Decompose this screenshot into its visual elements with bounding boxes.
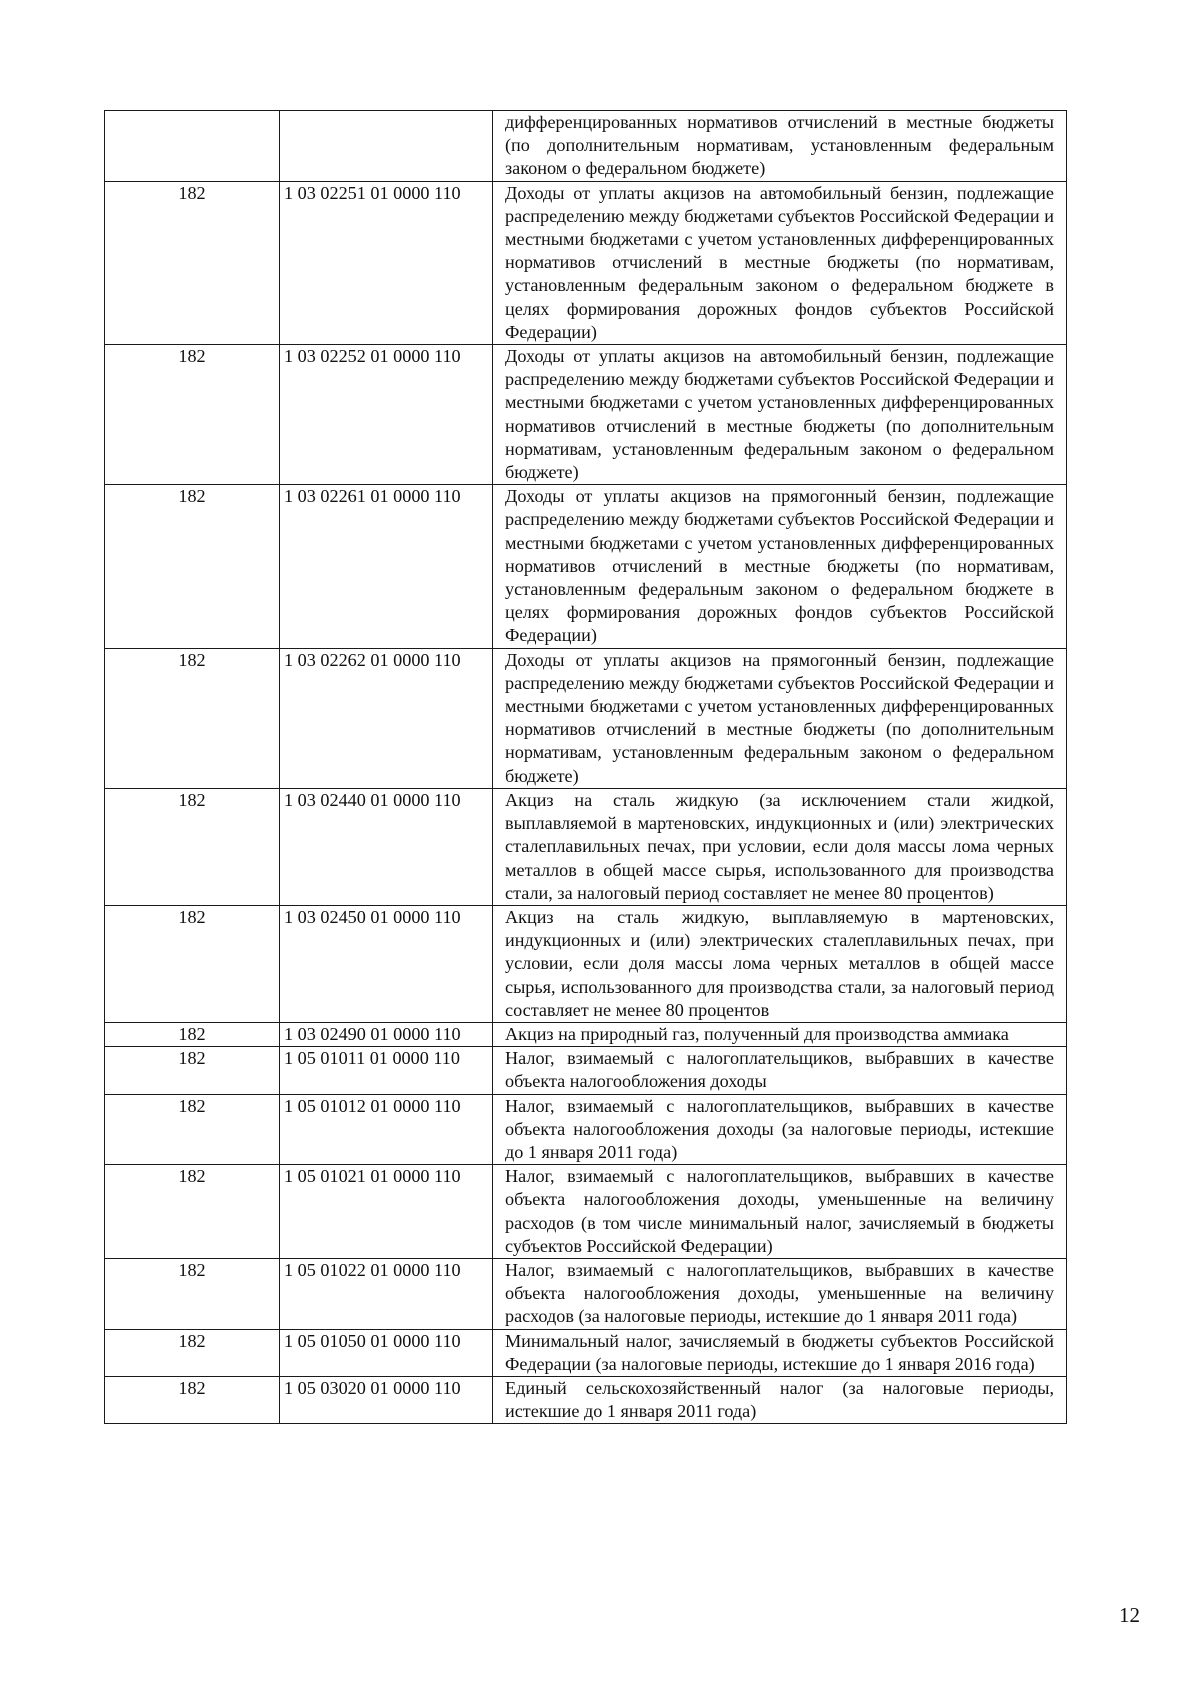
admin-code-cell: 182 [105,905,280,1022]
table-row [105,485,1067,648]
admin-code-cell: 182 [105,648,280,788]
admin-code-cell: 182 [105,1022,280,1046]
revenue-name-cell: Акциз на сталь жидкую (за исключением стали жидкой, выплавляемой в мартеновских, индукционных и (или) электрических сталеплавильных печах, при условии, если доля массы лома черных металлов в общей массе сырья, использованного для производства стали, за налоговый период составляет не менее 80 процентов) [493,788,1067,905]
admin-code-cell: 182 [105,1047,280,1094]
revenue-name-cell: Налог, взимаемый с налогоплательщиков, выбравших в качестве объекта налогообложения доходы [493,1047,1067,1094]
table-row [105,648,1067,788]
revenue-name-cell: Доходы от уплаты акцизов на автомобильный бензин, подлежащие распределению между бюджетами субъектов Российской Федерации и местными бюджетами с учетом установленных дифференцированных нормативов отчислений в местные бюджеты (по дополнительным нормативам, установленным федеральным законом о федеральном бюджете) [493,345,1067,485]
revenue-name-cell: Минимальный налог, зачисляемый в бюджеты субъектов Российской Федерации (за налоговые периоды, истекшие до 1 января 2016 года) [493,1329,1067,1376]
table-row [105,1376,1067,1423]
admin-code-cell: 182 [105,345,280,485]
budget-classification-code-cell: 1 03 02490 01 0000 110 [280,1022,493,1046]
revenue-name-cell: Акциз на сталь жидкую, выплавляемую в мартеновских, индукционных и (или) электрических сталеплавильных печах, при условии, если доля массы лома черных металлов в общей массе сырья, использованного для производства стали, за налоговый период составляет не менее 80 процентов [493,905,1067,1022]
revenue-name-cell: Единый сельскохозяйственный налог (за налоговые периоды, истекшие до 1 января 2011 года) [493,1376,1067,1423]
table-row [105,905,1067,1022]
budget-classification-code-cell: 1 03 02262 01 0000 110 [280,648,493,788]
budget-classification-code-cell: 1 03 02252 01 0000 110 [280,345,493,485]
table-row [105,1047,1067,1094]
table-row [105,1022,1067,1046]
admin-code-cell: 182 [105,1376,280,1423]
budget-classification-code-cell: 1 05 03020 01 0000 110 [280,1376,493,1423]
table-row [105,1329,1067,1376]
budget-classification-code-cell: 1 05 01012 01 0000 110 [280,1094,493,1165]
admin-code-cell: 182 [105,1165,280,1259]
admin-code-cell: 182 [105,1094,280,1165]
page-number: 12 [1119,1603,1140,1627]
budget-classification-code-cell: 1 05 01021 01 0000 110 [280,1165,493,1259]
budget-classification-code-cell: 1 03 02440 01 0000 110 [280,788,493,905]
revenue-name-cell: Доходы от уплаты акцизов на прямогонный бензин, подлежащие распределению между бюджетами субъектов Российской Федерации и местными бюджетами с учетом установленных дифференцированных нормативов отчислений в местные бюджеты (по дополнительным нормативам, установленным федеральным законом о федеральном бюджете) [493,648,1067,788]
table-row [105,181,1067,344]
table-row [105,111,1067,182]
budget-classification-code-cell: 1 03 02261 01 0000 110 [280,485,493,648]
budget-classification-code-cell: 1 03 02251 01 0000 110 [280,181,493,344]
budget-classification-code-cell: 1 05 01011 01 0000 110 [280,1047,493,1094]
table-row [105,788,1067,905]
revenue-name-cell: дифференцированных нормативов отчислений в местные бюджеты (по дополнительным нормативам, установленным федеральным законом о федеральном бюджете) [493,111,1067,182]
revenue-name-cell: Доходы от уплаты акцизов на прямогонный бензин, подлежащие распределению между бюджетами субъектов Российской Федерации и местными бюджетами с учетом установленных дифференцированных нормативов отчислений в местные бюджеты (по нормативам, установленным федеральным законом о федеральном бюджете в целях формирования дорожных фондов субъектов Российской Федерации) [493,485,1067,648]
budget-classification-code-cell: 1 03 02450 01 0000 110 [280,905,493,1022]
budget-codes-table-body [105,111,1067,1424]
budget-classification-code-cell: 1 05 01022 01 0000 110 [280,1258,493,1329]
admin-code-cell: 182 [105,181,280,344]
budget-classification-code-cell [280,111,493,182]
admin-code-cell: 182 [105,1258,280,1329]
budget-codes-table [104,110,1067,1424]
table-row [105,1165,1067,1259]
admin-code-cell: 182 [105,788,280,905]
revenue-name-cell: Налог, взимаемый с налогоплательщиков, выбравших в качестве объекта налогообложения доходы, уменьшенные на величину расходов (за налоговые периоды, истекшие до 1 января 2011 года) [493,1258,1067,1329]
table-row [105,1094,1067,1165]
table-row [105,345,1067,485]
admin-code-cell: 182 [105,485,280,648]
revenue-name-cell: Налог, взимаемый с налогоплательщиков, выбравших в качестве объекта налогообложения доходы, уменьшенные на величину расходов (в том числе минимальный налог, зачисляемый в бюджеты субъектов Российской Федерации) [493,1165,1067,1259]
budget-classification-code-cell: 1 05 01050 01 0000 110 [280,1329,493,1376]
admin-code-cell: 182 [105,1329,280,1376]
revenue-name-cell: Доходы от уплаты акцизов на автомобильный бензин, подлежащие распределению между бюджетами субъектов Российской Федерации и местными бюджетами с учетом установленных дифференцированных нормативов отчислений в местные бюджеты (по нормативам, установленным федеральным законом о федеральном бюджете в целях формирования дорожных фондов субъектов Российской Федерации) [493,181,1067,344]
admin-code-cell [105,111,280,182]
table-row [105,1258,1067,1329]
revenue-name-cell: Акциз на природный газ, полученный для производства аммиака [493,1022,1067,1046]
revenue-name-cell: Налог, взимаемый с налогоплательщиков, выбравших в качестве объекта налогообложения доходы (за налоговые периоды, истекшие до 1 января 2011 года) [493,1094,1067,1165]
